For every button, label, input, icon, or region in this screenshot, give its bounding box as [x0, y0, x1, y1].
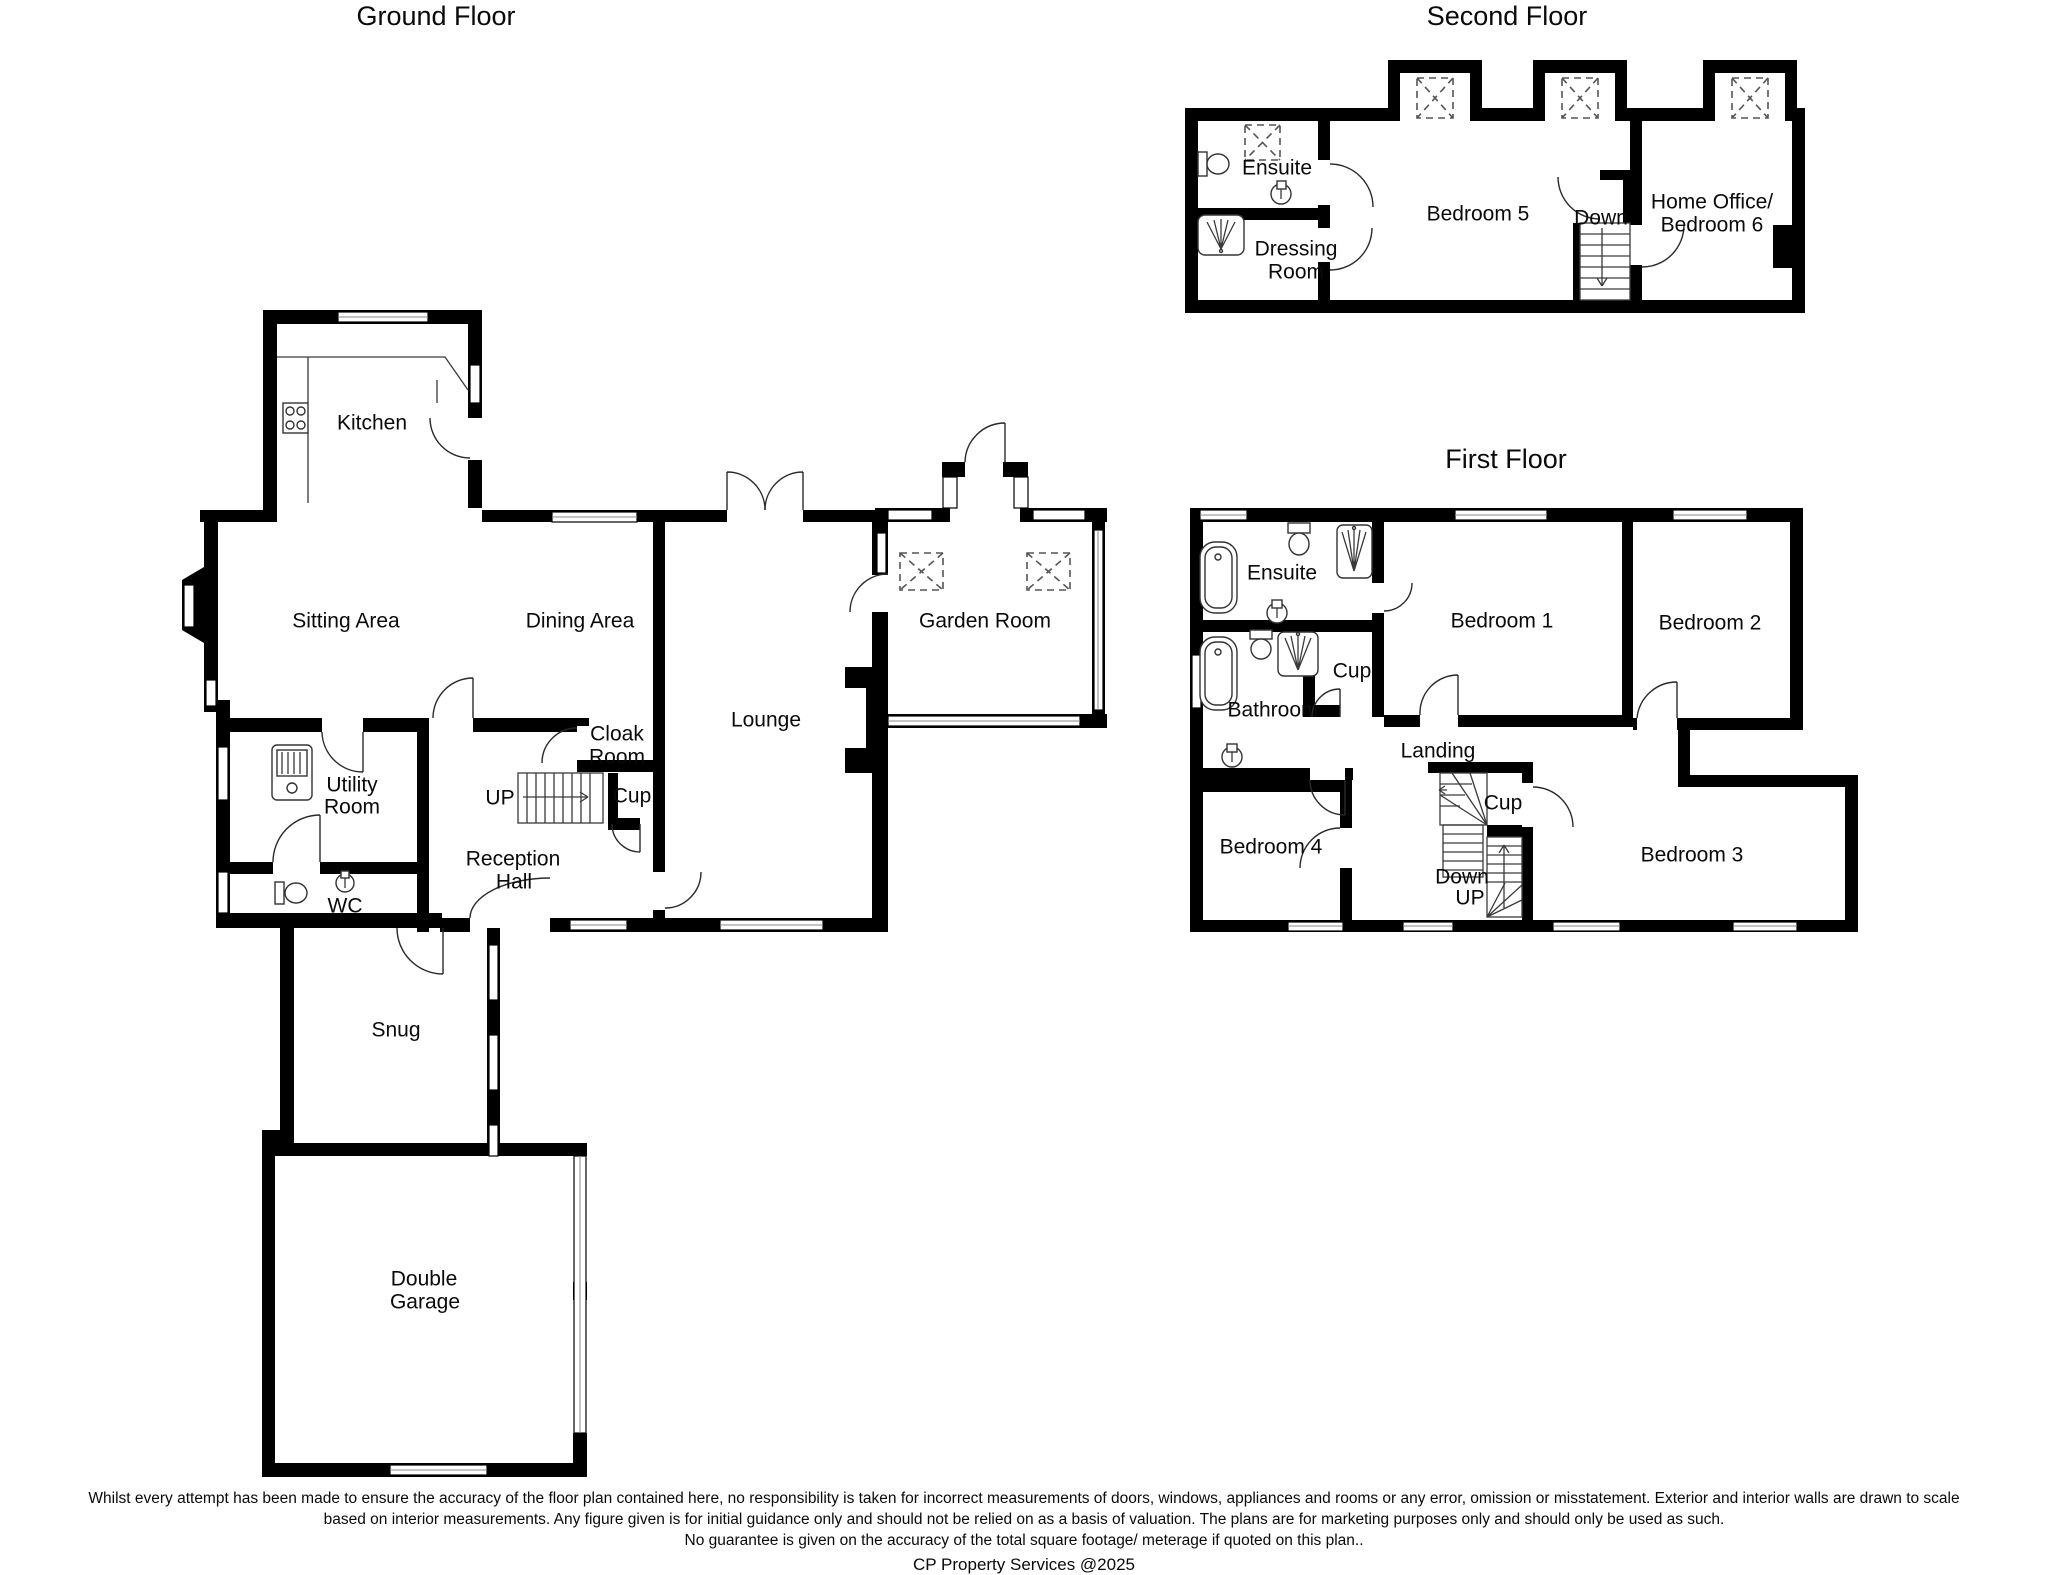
room-label-up: UP: [485, 786, 515, 810]
room-label-double: Double: [390, 1267, 458, 1291]
second-floor-openings: [1318, 108, 1785, 265]
room-label-bedroom-3: Bedroom 3: [1640, 843, 1744, 867]
room-label-garden-room: Garden Room: [919, 609, 1051, 633]
room-label-home-office: Home Office/: [1650, 190, 1774, 214]
room-label-kitchen: Kitchen: [336, 411, 408, 435]
disclaimer-line-2: based on interior measurements. Any figure given is for initial guidance only and should not be relied on as a basis of valuation. The plans are for marketing purposes only and should only be used as such.: [323, 1511, 1725, 1528]
room-label-utility: Utility: [326, 773, 378, 797]
ground-floor-stairs-up: [518, 773, 603, 823]
bathroom-toilet-icon: [1250, 630, 1272, 659]
first-ensuite-shower-icon: [1337, 525, 1372, 578]
room-label-bedroom-6: Bedroom 6: [1660, 213, 1764, 237]
ground-floor-windows: [184, 312, 1103, 1475]
room-label-dining-area: Dining Area: [525, 609, 635, 633]
room-label-up: UP: [1455, 886, 1485, 910]
second-ensuite-basin-icon: [1271, 181, 1291, 204]
ground-floor-title: Ground Floor: [356, 1, 516, 31]
room-label-bedroom-5: Bedroom 5: [1426, 202, 1530, 226]
garden-room-skylight-icon: [900, 553, 943, 590]
room-label-sitting-area: Sitting Area: [292, 609, 400, 633]
wc-toilet-icon: [275, 882, 307, 904]
room-label-cup: Cup: [1483, 791, 1523, 815]
second-ensuite-skylight-icon: [1245, 125, 1280, 160]
room-label-room: Room: [1267, 260, 1325, 284]
room-label-wc: WC: [327, 894, 363, 918]
disclaimer: [0, 1488, 2048, 1575]
room-label-room: Room: [588, 745, 646, 769]
dressing-room-shower-icon: [1198, 215, 1244, 255]
ground-floor-openings: [273, 418, 1020, 910]
bathroom-shower-icon: [1278, 632, 1318, 676]
first-ensuite-basin-icon: [1267, 600, 1287, 623]
second-floor-stairs-down: [1580, 223, 1630, 300]
first-ensuite-bath-icon: [1200, 542, 1237, 613]
room-label-landing: Landing: [1400, 739, 1476, 763]
room-label-snug: Snug: [371, 1018, 421, 1042]
room-label-dressing: Dressing: [1254, 237, 1338, 261]
ground-floor-walls: [182, 310, 1107, 1477]
second-ensuite-toilet-icon: [1198, 152, 1229, 176]
first-floor-plan: [1190, 508, 1858, 932]
bathroom-basin-icon: [1222, 744, 1242, 767]
company-credit: CP Property Services @2025: [913, 1555, 1135, 1574]
utility-sink-icon: [272, 745, 312, 800]
room-label-reception: Reception: [465, 847, 561, 871]
hob-icon: [283, 403, 308, 433]
room-label-ensuite: Ensuite: [1241, 156, 1313, 180]
second-floor-title: Second Floor: [1426, 1, 1588, 31]
room-label-bedroom-2: Bedroom 2: [1658, 611, 1762, 635]
room-label-bedroom-4: Bedroom 4: [1219, 835, 1323, 859]
first-ensuite-toilet-icon: [1288, 523, 1310, 555]
second-floor-plan: [1185, 60, 1805, 313]
wc-basin-icon: [336, 871, 354, 892]
room-label-cloak: Cloak: [590, 722, 644, 746]
room-label-cup: Cup: [612, 784, 652, 808]
room-label-bedroom-1: Bedroom 1: [1450, 609, 1554, 633]
ground-floor-doors: [273, 418, 1005, 974]
disclaimer-line-3: No guarantee is given on the accuracy of the total square footage/ meterage if quoted on this plan..: [684, 1532, 1364, 1549]
room-label-garage: Garage: [389, 1290, 461, 1314]
garden-room-skylight-icon: [1027, 553, 1070, 590]
room-label-cup: Cup: [1332, 659, 1372, 683]
room-label-down: Down: [1574, 206, 1628, 230]
room-label-lounge: Lounge: [730, 708, 802, 732]
first-floor-title: First Floor: [1445, 444, 1567, 474]
ground-floor-plan: [182, 310, 1107, 1477]
room-label-down: Down: [1435, 865, 1489, 889]
room-label-bathroom: Bathroom: [1227, 698, 1319, 722]
disclaimer-line-1: Whilst every attempt has been made to ensure the accuracy of the floor plan contained here, no responsibility is taken for incorrect measurements of doors, windows, appliances and rooms or any error, omission or misstatement. Exterior and interior walls are drawn to scale: [88, 1490, 1960, 1507]
room-label-hall: Hall: [495, 870, 533, 894]
room-label-room: Room: [323, 795, 381, 819]
room-label-ensuite: Ensuite: [1246, 561, 1318, 585]
